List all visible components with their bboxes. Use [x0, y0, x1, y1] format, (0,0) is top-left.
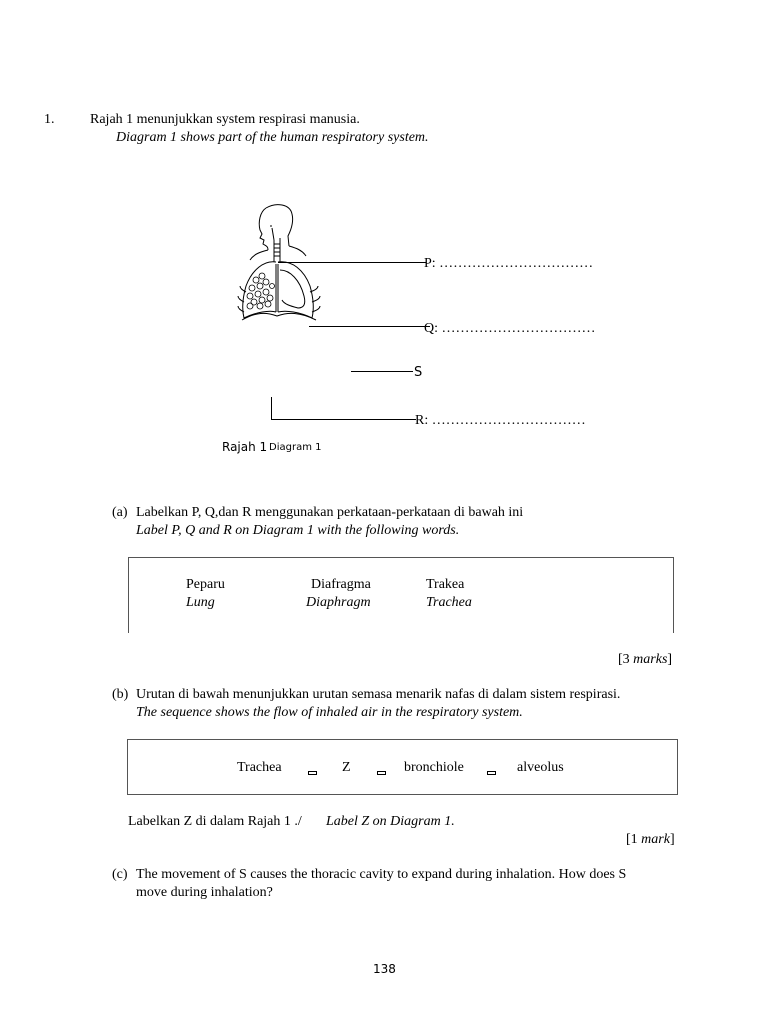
diagram-caption-ms: Rajah 1: [222, 440, 268, 454]
pointer-line-s: [351, 371, 413, 372]
label-p: P: ……………………………: [424, 256, 594, 271]
sequence-alveolus: alveolus: [517, 760, 564, 775]
pointer-line-r-vertical: [271, 397, 272, 419]
part-b-text-en: The sequence shows the flow of inhaled air in the respiratory system.: [136, 705, 523, 720]
sequence-z: Z: [342, 760, 351, 775]
arrow-icon: [377, 771, 386, 775]
part-c-line-2: move during inhalation?: [136, 885, 273, 900]
word-diafragma: Diafragma: [311, 577, 371, 592]
word-peparu: Peparu: [186, 577, 225, 592]
sequence-bronchiole: bronchiole: [404, 760, 464, 775]
part-a-text-ms: Labelkan P, Q,dan R menggunakan perkataan-perkataan di bawah ini: [136, 505, 524, 520]
page-number: 138: [373, 962, 396, 976]
label-r: R: ……………………………: [415, 413, 586, 428]
part-a-marks: [3 marks]: [618, 652, 673, 667]
question-number: 1.: [44, 112, 55, 127]
word-lung: Lung: [186, 595, 215, 610]
diagram-caption-en: Diagram 1: [269, 442, 322, 453]
part-c-marker: (c): [112, 867, 128, 882]
human-respiratory-system-illustration: [236, 200, 328, 328]
word-trakea: Trakea: [426, 577, 465, 592]
sequence-trachea: Trachea: [237, 760, 282, 775]
label-q: Q: ……………………………: [424, 321, 596, 336]
part-c-line-1: The movement of S causes the thoracic cavity to expand during inhalation. How does S: [136, 867, 627, 882]
word-trachea: Trachea: [426, 595, 472, 610]
sequence-box: [127, 739, 678, 795]
question-intro-en: Diagram 1 shows part of the human respiratory system.: [116, 130, 429, 145]
label-s: S: [414, 365, 423, 380]
part-b-marker: (b): [112, 687, 129, 702]
part-b-text-ms: Urutan di bawah menunjukkan urutan semasa menarik nafas di dalam sistem respirasi.: [136, 687, 621, 702]
part-a-text-en: Label P, Q and R on Diagram 1 with the following words.: [136, 523, 460, 538]
arrow-icon: [308, 771, 317, 775]
pointer-line-q: [309, 326, 430, 327]
arrow-icon: [487, 771, 496, 775]
pointer-line-r: [271, 419, 416, 420]
word-diaphragm: Diaphragm: [306, 595, 371, 610]
question-intro-ms: Rajah 1 menunjukkan system respirasi manusia.: [90, 112, 360, 127]
part-a-marker: (a): [112, 505, 128, 520]
part-b-instruction-ms: Labelkan Z di dalam Rajah 1 ./: [128, 814, 302, 829]
part-b-instruction-en: Label Z on Diagram 1.: [326, 814, 455, 829]
pointer-line-p: [278, 262, 426, 263]
part-b-marks: [1 mark]: [626, 832, 675, 847]
